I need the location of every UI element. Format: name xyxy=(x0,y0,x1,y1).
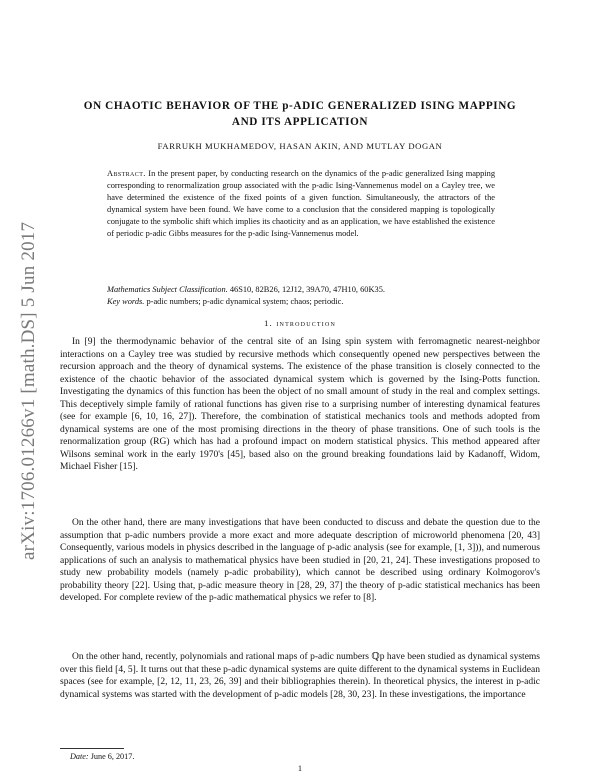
msc-classification xyxy=(107,284,495,296)
author-list: FARRUKH MUKHAMEDOV, HASAN AKIN, AND MUTLAY DOGAN xyxy=(157,141,443,151)
abstract-label: Abstract. xyxy=(107,169,146,178)
body-paragraph: On the other hand, there are many investigations that have been conducted to discuss and debate the question due to the assumption that p-adic numbers provide a more exact and more adequate description of microworld phenomena [20, 43] Consequently, various models in physics described in the language of p-adic analysis (see for example, [1, 3])), and numerous applications of such an analysis to mathematical physics have been studied in [20, 21, 24]. These investigations proposed to study new probability models (namely p-adic probability), which cannot be described using ordinary Kolmogorov's probability theory [22]. Using that, p-adic measure theory in [28, 29, 37] the theory of p-adic statistical mechanics has been developed. For complete review of the p-adic mathematical physics we refer to [8]. xyxy=(60,518,540,604)
footnote-label: Date: xyxy=(70,752,89,761)
body-paragraph: On the other hand, recently, polynomials and rational maps of p-adic numbers ℚp have been studied as dynamical systems over this field [4, 5]. It turns out that these p-adic dynamical systems are quite different to the dynamical systems in Euclidean spaces (see for example, [2, 12, 11, 23, 26, 39] and their bibliographies therein). In theoretical physics, the interest in p-adic dynamical systems was started with the development of p-adic models [28, 30, 23]. In these investigations, the importance xyxy=(60,652,540,700)
footnote-divider xyxy=(60,748,124,749)
arxiv-identifier-stamp: arXiv:1706.01266v1 [math.DS] 5 Jun 2017 xyxy=(18,221,39,560)
body-paragraph: In [9] the thermodynamic behavior of the central site of an Ising spin system with ferromagnetic nearest-neighbor interactions on a Cayley tree was studied by recursive methods which consequently opened new perspectives between the recursion approach and the theory of dynamical systems. The existence of the phase transition is closely connected to the existence of the chaotic behavior of the associated dynamical system which is governed by the Ising-Potts function. Investigating the dynamics of this function has been the object of no small amount of study in the real and complex settings. This deceptively simple family of rational functions has given rise to a surprising number of interesting dynamical features (see for example [6, 10, 16, 27]). Therefore, the combination of statistical mechanics tools and methods adopted from dynamical systems are one of the most promising directions in the theory of phase transitions. One of such tools is the renormalization group (RG) which has had a profound impact on modern statistical physics. This method appeared after Wilsons seminal work in the early 1970's [45], based also on the ground breaking foundations laid by Kadanoff, Widom, Michael Fisher [15]. xyxy=(60,337,540,473)
section-heading: 1. introduction xyxy=(263,318,337,328)
abstract xyxy=(107,168,495,241)
title-line-1: ON CHAOTIC BEHAVIOR OF THE p-ADIC GENERALIZED ISING MAPPING xyxy=(83,100,517,112)
title-line-2: AND ITS APPLICATION xyxy=(231,116,369,128)
paper-title xyxy=(60,98,540,130)
abstract-text: In the present paper, by conducting research on the dynamics of the p-adic generalized Ising mapping corresponding to renormalization group associated with the p-adic Ising-Vannemenus model on a Cayley tree, we have determined the existence of the fixed points of a given function. Simultaneously, the attractors of the dynamical system have been found. We have come to a conclusion that the considered mapping is topologically conjugate to the symbolic shift which implies its chaoticity and as an application, we have established the existence of periodic p-adic Gibbs measures for the p-adic Ising-Vannemenus model. xyxy=(107,169,496,239)
msc-label: Mathematics Subject Classification. xyxy=(107,285,228,294)
keywords xyxy=(107,296,495,308)
keywords-value: p-adic numbers; p-adic dynamical system; chaos; periodic. xyxy=(146,297,344,306)
date-footnote xyxy=(70,752,134,761)
keywords-label: Key words. xyxy=(107,297,145,306)
footnote-value: June 6, 2017. xyxy=(90,752,135,761)
page-number: 1 xyxy=(297,764,303,773)
msc-value: 46S10, 82B26, 12J12, 39A70, 47H10, 60K35. xyxy=(229,285,386,294)
